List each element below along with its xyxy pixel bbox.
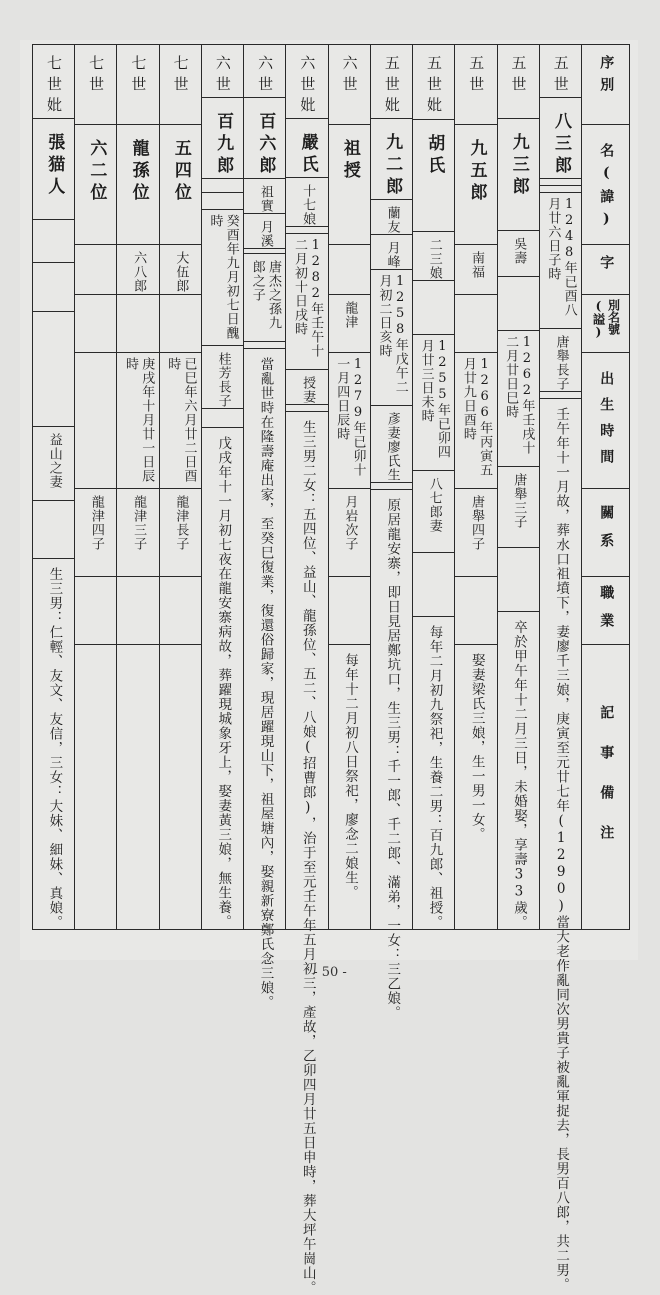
notes-text: 每年十二月初八日祭祀，廖念二娘生。 — [342, 653, 358, 900]
zi-cell — [33, 220, 74, 262]
relation-text: 授妻 — [300, 376, 316, 404]
person-column — [328, 45, 370, 929]
notes-cell — [117, 645, 158, 929]
birth-text: 1266年丙寅五月廿九日酉時 — [460, 357, 493, 477]
relation-text: 龍津四子 — [88, 495, 104, 551]
generation-cell — [160, 45, 201, 125]
name-text: 祖授 — [339, 139, 360, 183]
name-text: 百九郎 — [213, 112, 234, 178]
hao-cell — [160, 295, 201, 353]
header-hao: 別名號(謚) — [582, 295, 629, 353]
hao-cell — [371, 235, 412, 270]
zi-text: 吳壽 — [511, 236, 527, 265]
generation-text: 七世 — [129, 55, 148, 97]
name-text: 九五郎 — [466, 139, 487, 205]
generation-cell — [455, 45, 496, 125]
generation-text: 五世 — [467, 55, 486, 97]
person-column — [412, 45, 454, 929]
notes-cell — [75, 645, 116, 929]
birth-text: 1248年已酉八月廿六日子時 — [545, 197, 577, 317]
relation-cell — [117, 489, 158, 577]
hao-text: 月峰 — [384, 241, 400, 269]
name-text: 八三郎 — [551, 112, 571, 178]
header-notes: 記事備注 — [598, 705, 615, 865]
generation-cell — [540, 45, 581, 98]
birth-text: 1279年已卯十一月四日辰時 — [334, 357, 366, 477]
zi-cell — [329, 245, 370, 295]
birth-cell — [455, 353, 496, 489]
birth-text: 已巳年六月廿二日酉時 — [165, 357, 197, 483]
notes-cell — [244, 349, 285, 1010]
birth-text: 1262年壬戌十二月廿日巳時 — [503, 334, 535, 455]
header-occupation: 職業 — [582, 577, 629, 645]
generation-text: 七世 — [87, 55, 106, 97]
hao-cell — [329, 295, 370, 353]
relation-text: 益山之妻 — [46, 432, 62, 489]
page-number: - 50 - — [313, 965, 347, 980]
occupation-cell — [286, 405, 327, 412]
name-text: 百六郎 — [255, 112, 276, 178]
relation-cell — [202, 346, 243, 409]
occupation-cell — [455, 577, 496, 645]
birth-cell — [371, 270, 412, 406]
hao-text: 月溪 — [257, 220, 273, 248]
birth-cell — [202, 210, 243, 346]
hao-cell — [498, 277, 539, 331]
zi-cell — [413, 232, 454, 281]
person-column — [116, 45, 158, 929]
zi-text: 六八郎 — [131, 251, 147, 293]
notes-cell — [160, 645, 201, 929]
notes-cell — [202, 428, 243, 929]
hao-cell — [117, 295, 158, 353]
name-cell — [286, 119, 327, 178]
zi-text: 祖實 — [257, 185, 273, 213]
generation-cell — [117, 45, 158, 125]
person-column — [74, 45, 116, 929]
relation-cell — [33, 427, 74, 501]
birth-cell — [33, 312, 74, 427]
relation-text: 月岩次子 — [342, 495, 358, 551]
person-column — [159, 45, 201, 929]
person-column — [370, 45, 412, 1020]
hao-cell — [413, 281, 454, 335]
zi-cell — [498, 231, 539, 277]
relation-cell — [75, 489, 116, 577]
relation-text: 唐舉三子 — [511, 472, 527, 529]
name-cell — [413, 120, 454, 232]
zi-cell — [202, 179, 243, 193]
zi-text: 二三娘 — [426, 237, 442, 280]
notes-cell — [371, 490, 412, 1020]
zi-cell — [371, 200, 412, 235]
generation-cell — [329, 45, 370, 125]
hao-cell — [286, 227, 327, 234]
notes-text: 每年二月初九祭祀，生養二男：百九郎、祖授。 — [426, 624, 443, 930]
relation-cell — [286, 370, 327, 405]
occupation-cell — [244, 342, 285, 349]
zi-cell — [540, 179, 581, 186]
relation-cell — [455, 489, 496, 577]
birth-cell — [117, 353, 158, 489]
hao-text: 龍津 — [342, 301, 358, 329]
birth-cell — [286, 234, 327, 370]
birth-text: 1258年戊午二月初二日亥時 — [376, 274, 408, 394]
relation-cell — [329, 489, 370, 577]
relation-text: 唐舉四子 — [469, 495, 485, 551]
notes-text: 生三男：仁輕、友文、友信，三女：大妹、細妹、真娘。 — [46, 566, 63, 929]
generation-cell — [286, 45, 327, 119]
generation-text: 五世 — [509, 55, 528, 97]
generation-cell — [498, 45, 539, 119]
notes-text: 當亂世時在隆壽庵出家，至癸巳復業，復還俗歸家，現居躍現山下，祖屋塘內，娶親新寮鄭氏念三娘。 — [257, 357, 274, 1010]
name-cell — [540, 98, 581, 179]
birth-cell — [540, 193, 581, 329]
header-name: 名(諱) — [582, 125, 629, 245]
person-column — [201, 45, 243, 929]
generation-cell — [202, 45, 243, 98]
generation-cell — [33, 45, 74, 119]
notes-text: 原居龍安寨，即日見居鄭坑口，生三男：千一郎、千二郎、滿弟，一女：三乙娘。 — [384, 498, 401, 1020]
generation-text: 六世 — [213, 55, 232, 97]
name-text: 龍孫位 — [128, 139, 149, 205]
person-column — [454, 45, 496, 929]
notes-text: 壬午年十一月故，葬水口祖墳下，妻廖千三娘，庚寅至元廿七年(1290)當大老作亂同次男貴子被亂軍捉去，長男百八郎，共二男。 — [553, 407, 570, 1292]
hao-cell — [33, 263, 74, 312]
relation-cell — [540, 329, 581, 392]
birth-text: 癸酉年九月初七日醜時 — [207, 213, 239, 340]
name-cell — [498, 119, 539, 230]
zi-text: 大伍郎 — [173, 251, 189, 293]
generation-cell — [413, 45, 454, 120]
notes-cell — [498, 612, 539, 930]
zi-cell — [75, 245, 116, 295]
generation-text: 五世 — [551, 55, 570, 97]
name-cell — [117, 125, 158, 245]
birth-cell — [413, 335, 454, 471]
zi-cell — [455, 245, 496, 295]
generation-cell — [75, 45, 116, 125]
occupation-cell — [202, 409, 243, 428]
hao-cell — [244, 214, 285, 249]
person-column — [497, 45, 539, 929]
header-relation: 關系 — [582, 489, 629, 577]
relation-text: 彥妻廖氏生 — [384, 412, 400, 482]
birth-cell — [329, 353, 370, 489]
occupation-cell — [498, 548, 539, 611]
relation-text: 八七郎妻 — [426, 476, 442, 533]
occupation-cell — [75, 577, 116, 645]
name-text: 九二郎 — [382, 133, 403, 199]
zi-cell — [160, 245, 201, 295]
relation-cell — [413, 471, 454, 553]
name-text: 張猫人 — [44, 133, 65, 199]
hao-cell — [455, 295, 496, 353]
generation-text: 七世妣 — [44, 55, 63, 118]
zi-text: 十七娘 — [300, 184, 316, 226]
birth-cell — [75, 353, 116, 489]
birth-text: 1255年已卯四月廿三日未時 — [418, 338, 450, 459]
generation-cell — [371, 45, 412, 119]
notes-cell — [413, 617, 454, 930]
notes-text: 娶妻梁氏三娘，生一男一女。 — [468, 653, 485, 842]
header-birth: 出生時間 — [582, 353, 629, 489]
name-text: 嚴氏 — [297, 133, 318, 177]
birth-text: 庚戌年十月廿一日辰時 — [123, 357, 155, 483]
header-column — [581, 45, 629, 929]
zi-cell — [117, 245, 158, 295]
notes-cell — [329, 645, 370, 929]
occupation-cell — [329, 577, 370, 645]
relation-text: 桂芳長子 — [215, 351, 231, 408]
notes-cell — [540, 399, 581, 1292]
name-cell — [75, 125, 116, 245]
name-cell — [244, 98, 285, 179]
notes-text: 卒於甲午年十二月三日，未婚娶，享壽33歲。 — [510, 619, 527, 929]
occupation-cell — [540, 392, 581, 399]
name-text: 五四位 — [170, 139, 191, 205]
birth-cell — [160, 353, 201, 489]
occupation-cell — [33, 501, 74, 559]
birth-text: 1282年壬午十二月初十日戌時 — [291, 238, 324, 358]
relation-cell — [498, 467, 539, 549]
occupation-cell — [117, 577, 158, 645]
generation-text: 七世 — [171, 55, 190, 97]
notes-text: 生三男二女：五四位、益山、龍孫位、五二、八娘(招曹郎)，治于至元壬午年五月初三，產故，乙卯四月廿五日申時，葬大坪午崗山。 — [299, 420, 316, 1295]
name-text: 九三郎 — [508, 133, 529, 200]
person-column — [243, 45, 285, 1010]
generation-text: 五世妣 — [425, 55, 444, 118]
generation-text: 六世 — [256, 55, 275, 97]
zi-cell — [244, 179, 285, 214]
occupation-cell — [160, 577, 201, 645]
header-generation: 序別 — [582, 45, 629, 125]
zi-cell — [286, 178, 327, 227]
zi-text: 南福 — [469, 251, 485, 279]
relation-text: 唐杰之孫九郎之子 — [249, 260, 281, 330]
hao-cell — [540, 186, 581, 193]
zi-text: 蘭友 — [384, 206, 400, 234]
relation-cell — [160, 489, 201, 577]
name-text: 六二位 — [86, 139, 107, 205]
relation-text: 龍津長子 — [173, 495, 189, 551]
occupation-cell — [413, 553, 454, 617]
name-cell — [329, 125, 370, 245]
relation-cell — [244, 254, 285, 342]
name-cell — [33, 119, 74, 220]
notes-cell — [33, 559, 74, 930]
person-column — [33, 45, 74, 929]
name-cell — [455, 125, 496, 245]
name-cell — [371, 119, 412, 200]
header-zi: 字 — [582, 245, 629, 295]
relation-cell — [371, 406, 412, 483]
person-column — [539, 45, 581, 1292]
hao-cell — [202, 193, 243, 209]
name-text: 胡氏 — [424, 133, 445, 178]
hao-cell — [75, 295, 116, 353]
generation-text: 六世 — [340, 55, 359, 97]
notes-cell — [455, 645, 496, 929]
name-cell — [160, 125, 201, 245]
notes-cell — [286, 412, 327, 1295]
relation-text: 龍津三子 — [131, 495, 147, 551]
person-column — [285, 45, 327, 1295]
occupation-cell — [371, 483, 412, 490]
generation-cell — [244, 45, 285, 98]
name-cell — [202, 98, 243, 179]
birth-cell — [498, 331, 539, 467]
generation-text: 五世妣 — [382, 55, 401, 118]
generation-text: 六世妣 — [298, 55, 317, 118]
relation-text: 唐舉長子 — [553, 335, 569, 391]
notes-text: 戊戌年十一月初七夜在龍安寨病故，葬躍現城象牙上，娶妻黃三娘，無生養。 — [215, 436, 232, 929]
